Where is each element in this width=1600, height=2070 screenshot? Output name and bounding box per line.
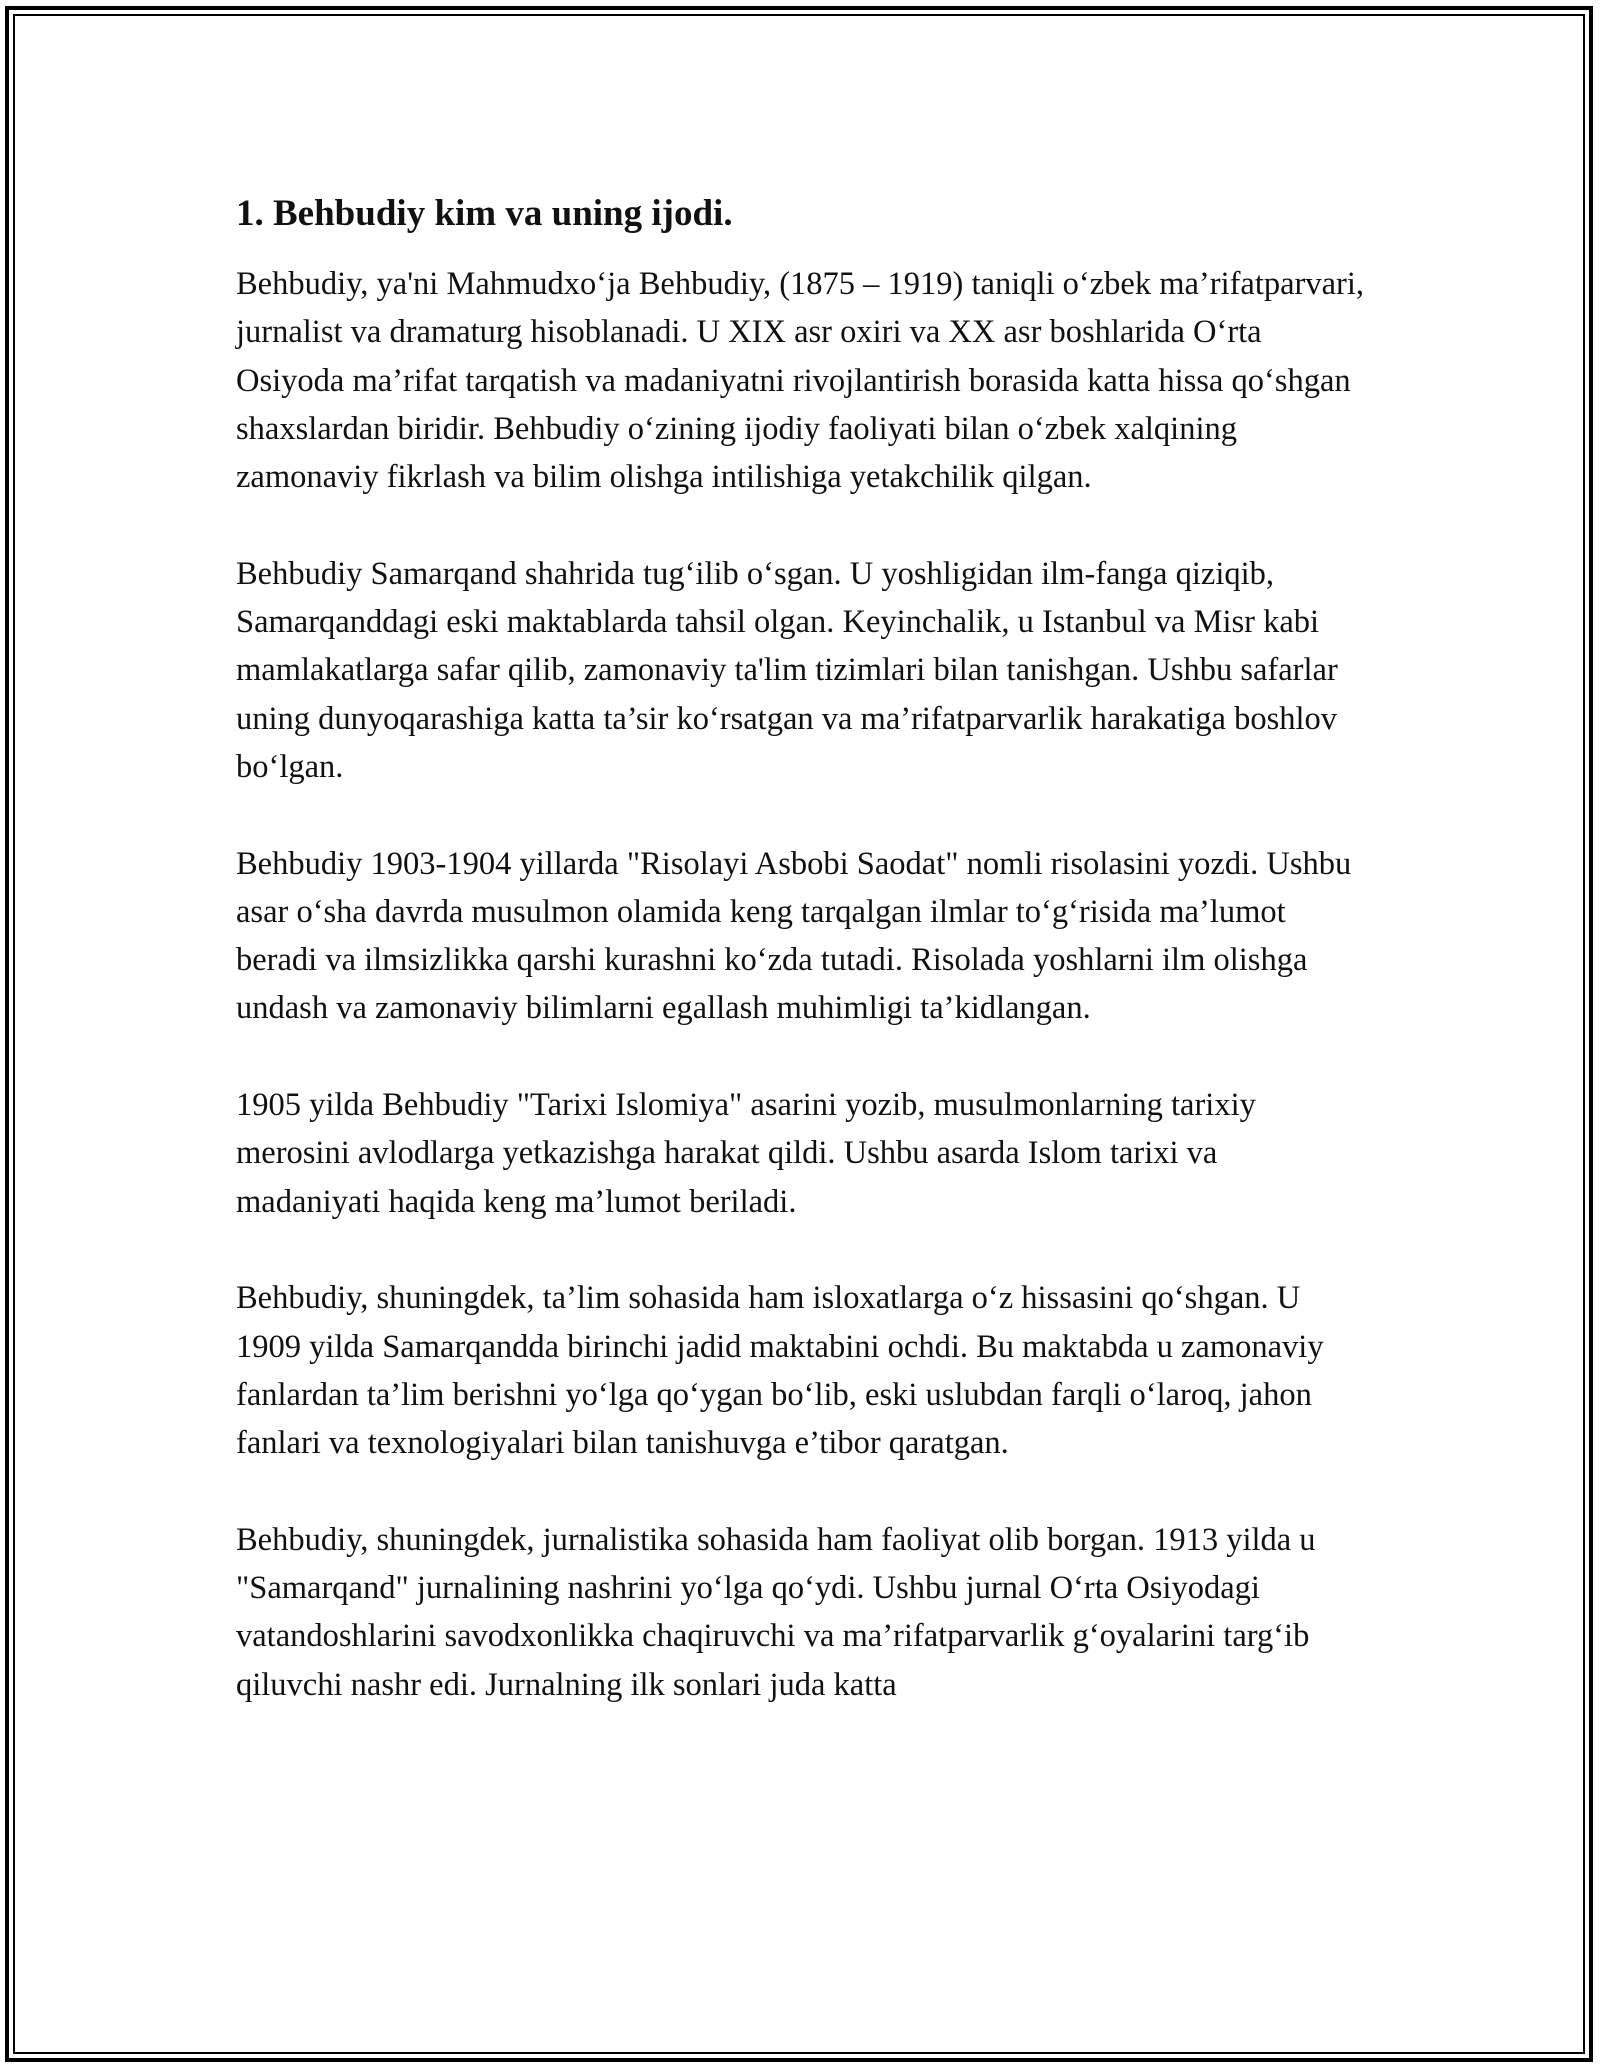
paragraph-2: Behbudiy Samarqand shahrida tug‘ilib o‘sgan. U yoshligidan ilm-fanga qiziqib, Samarqanddagi eski maktablarda tahsil olgan. Keyinchalik, u Istanbul va Misr kabi mamlakatlarga safar qilib, zamonaviy ta'lim tizimlari bilan tanishgan. Ushbu safarlar uning dunyoqarashiga katta ta’sir ko‘rsatgan va ma’rifatparvarlik harakatiga boshlov bo‘lgan.: [236, 555, 1338, 785]
paragraph-6: Behbudiy, shuningdek, jurnalistika sohasida ham faoliyat olib borgan. 1913 yilda u "Samarqand" jurnalining nashrini yo‘lga qo‘ydi. Ushbu jurnal O‘rta Osiyodagi vatandoshlarini savodxonlikka chaqiruvchi va ma’rifatparvarlik g‘oyalarini targ‘ib qiluvchi nashr edi. Jurnalning ilk sonlari juda katta: [236, 1521, 1316, 1703]
paragraph-3: Behbudiy 1903-1904 yillarda "Risolayi Asbobi Saodat" nomli risolasini yozdi. Ushbu asar o‘sha davrda musulmon olamida keng tarqalgan ilmlar to‘g‘risida ma’lumot beradi va ilmsizlikka qarshi kurashni ko‘zda tutadi. Risolada yoshlarni ilm olishga undash va zamonaviy bilimlarni egallash muhimligi ta’kidlangan.: [236, 845, 1352, 1027]
section-heading: 1. Behbudiy kim va uning ijodi.: [236, 193, 733, 234]
document-body: [236, 190, 1366, 1709]
paragraph-1: Behbudiy, ya'ni Mahmudxo‘ja Behbudiy, (1875 – 1919) taniqli o‘zbek ma’rifatparvari, jurnalist va dramaturg hisoblanadi. U XIX asr oxiri va XX asr boshlarida O‘rta Osiyoda ma’rifat tarqatish va madaniyatni rivojlantirish borasida katta hissa qo‘shgan shaxslardan biridir. Behbudiy o‘zining ijodiy faoliyati bilan o‘zbek xalqining zamonaviy fikrlash va bilim olishga intilishiga yetakchilik qilgan.: [236, 266, 1365, 496]
paragraph-4: 1905 yilda Behbudiy "Tarixi Islomiya" asarini yozib, musulmonlarning tarixiy merosini avlodlarga yetkazishga harakat qildi. Ushbu asarda Islom tarixi va madaniyati haqida keng ma’lumot beriladi.: [236, 1087, 1256, 1220]
paragraph-5: Behbudiy, shuningdek, ta’lim sohasida ham isloxatlarga o‘z hissasini qo‘shgan. U 1909 yilda Samarqandda birinchi jadid maktabini ochdi. Bu maktabda u zamonaviy fanlardan ta’lim berishni yo‘lga qo‘ygan bo‘lib, eski uslubdan farqli o‘laroq, jahon fanlari va texnologiyalari bilan tanishuvga e’tibor qaratgan.: [236, 1280, 1324, 1462]
